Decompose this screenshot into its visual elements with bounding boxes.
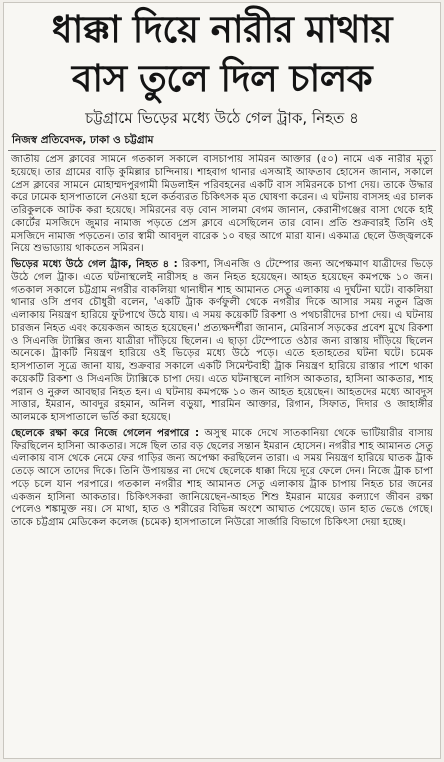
headline — [10, 5, 434, 103]
paragraph-3 — [11, 428, 433, 530]
headline-line-2: বাস তুলে দিল চালক — [71, 57, 373, 100]
paragraph-1 — [11, 154, 433, 256]
newspaper-clipping — [3, 2, 441, 759]
headline-line-1: ধাক্কা দিয়ে নারীর মাথায় — [51, 8, 393, 51]
article-body — [11, 154, 433, 719]
byline: নিজস্ব প্রতিবেদক, ঢাকা ও চট্টগ্রাম — [12, 134, 154, 146]
paragraph-3-heading: ছেলেকে রক্ষা করে নিজে গেলেন পরপারে : — [11, 427, 200, 439]
paragraph-1-text: জাতীয় প্রেস ক্লাবের সামনে গতকাল সকালে বাসচাপায় সমিরন আক্তার (৫০) নামে এক নারীর মৃত্যু হয়েছে। তার গ্রামের বাড়ি কুমিল্লার চান্দিনায়। শাহবাগ থানার এসআই আফতাব হোসেন জানান, সকালে প্রেস ক্লাবের সামনে মোহাম্মদপুরগামী মিডলাইন পরিবহনের একটি বাস সমিরনকে চাপা দেয়। তাকে উদ্ধার করে ঢামেক হাসপাতালে নেওয়া হলে কর্তব্যরত চিকিৎসক মৃত ঘোষণা করেন। এ ঘটনায় বাসসহ এর চালক তরিকুলকে আটক করা হয়েছে। সমিরনের বড় বোন সালমা বেগম জানান, কেরানীগঞ্জের বাসা থেকে হাই কোর্টের মসজিদে জুমার নামাজ পড়তে প্রেস ক্লাবে এসেছিলেন তার বোন। প্রতি শুক্রবারই তিনি ওই মসজিদে নামাজ পড়তেন। তার স্বামী আবদুল বারেক ১০ বছর আগে মারা যান। একমাত্র ছেলে উজ্জ্বলকে নিয়ে শুভাড্যায় থাকতেন সমিরন। — [11, 154, 433, 255]
paragraph-2-text: রিকশা, সিএনজি ও টেম্পোর জন্য অপেক্ষমাণ যাত্রীদের ভিড়ে উঠে গেল ট্রাক। এতে ঘটনাস্থলেই নারীসহ ৪ জন নিহত হয়েছেন। আহত হয়েছেন কমপক্ষে ১০ জন। গতকাল সকালে চট্টগ্রাম নগরীর বাকলিয়া থানাধীন শাহ আমানত সেতু এলাকায় এ দুর্ঘটনা ঘটে। বাকলিয়া থানার ওসি প্রণব চৌধুরী বলেন, 'একটি ট্রাক কর্ণফুলী থেকে নগরীর দিকে আসার সময় নতুন ব্রিজ এলাকায় নিয়ন্ত্রণ হারিয়ে ফুটপাথে উঠে যায়। এ সময় কয়েকটি রিকশা ও পথচারীদের চাপা দেয়। এ ঘটনায় চারজন নিহত এবং কয়েকজন আহত হয়েছেন।' প্রত্যক্ষদর্শীরা জানান, মেরিনার্স সড়কের প্রবেশ মুখে রিকশা ও সিএনজি ট্যাক্সির জন্য যাত্রীরা দাঁড়িয়ে ছিলেন। এ ছাড়া টেম্পোতে ওঠার জন্য রাস্তায় দাঁড়িয়ে ছিলেন অনেকে। ট্রাকটি নিয়ন্ত্রণ হারিয়ে ওই ভিড়ের মধ্যে উঠে পড়ে। এতে হতাহতের ঘটনা ঘটে। চমেক হাসপাতাল সূত্রে জানা যায়, শুক্রবার সকালে একটি সিমেন্টবাহী ট্রাক নিয়ন্ত্রণ হারিয়ে রাস্তার পাশে থাকা কয়েকটি রিকশা ও সিএনজি ট্যাক্সিকে চাপা দেয়। এতে ঘটনাস্থলে নাগিস আকতার, হাসিনা আকতার, শাহ পরান ও নুরুল আবছার নিহত হন। এ ঘটনায় কমপক্ষে ১০ জন আহত হয়েছেন। আহতদের মধ্যে আবদুস সাত্তার, ইমরান, আবদুর রহমান, অনিল বড়ুয়া, শারমিন আক্তার, রিগান, সিফাত, দিদার ও জাহাঙ্গীর আলমকে হাসপাতালে ভর্তি করা হয়েছে। — [11, 259, 433, 423]
paragraph-2-heading: ভিড়ের মধ্যে উঠে গেল ট্রাক, নিহত ৪ : — [11, 259, 178, 270]
paragraph-2 — [11, 259, 433, 425]
divider — [8, 150, 436, 151]
subheadline: চট্টগ্রামে ভিড়ের মধ্যে উঠে গেল ট্রাক, নিহত ৪ — [85, 109, 359, 127]
paragraph-3-text: অসুস্থ মাকে দেখে সাতকানিয়া থেকে ভাটিয়ারীর বাসায় ফিরছিলেন হাসিনা আকতার। সঙ্গে ছিল তার বড় ছেলের সন্তান ইমরান হোসেন। নগরীর শাহ আমানত সেতু এলাকায় বাস থেকে নেমে ফের গাড়ির জন্য অপেক্ষা করছিলেন তারা। এ সময় নিয়ন্ত্রণ হারিয়ে ঘাতক ট্রাক তেড়ে আসে তাদের দিকে। তিনি উপায়ন্তর না দেখে ছেলেকে ধাক্কা দিয়ে দূরে ফেলে দেন। নিজে ট্রাক চাপা পড়ে চলে যান পরপারে। গতকাল নগরীর শাহ আমানত সেতু এলাকায় ট্রাক চাপায় নিহত চার জনের একজন হাসিনা আকতার। চিকিৎসকরা জানিয়েছেন-আহত শিশু ইমরান মায়ের কল্যাণে জীবন রক্ষা পেলেও শঙ্কামুক্ত নয়। সে মাথা, হাত ও শরীরের বিভিন্ন অংশে আঘাত পেয়েছে। ডান হাত ভেঙে গেছে। তাকে চট্টগ্রাম মেডিকেল কলেজ (চমেক) হাসপাতালে নিউরো সার্জারি বিভাগে চিকিৎসা দেয়া হচ্ছে। — [11, 427, 433, 528]
